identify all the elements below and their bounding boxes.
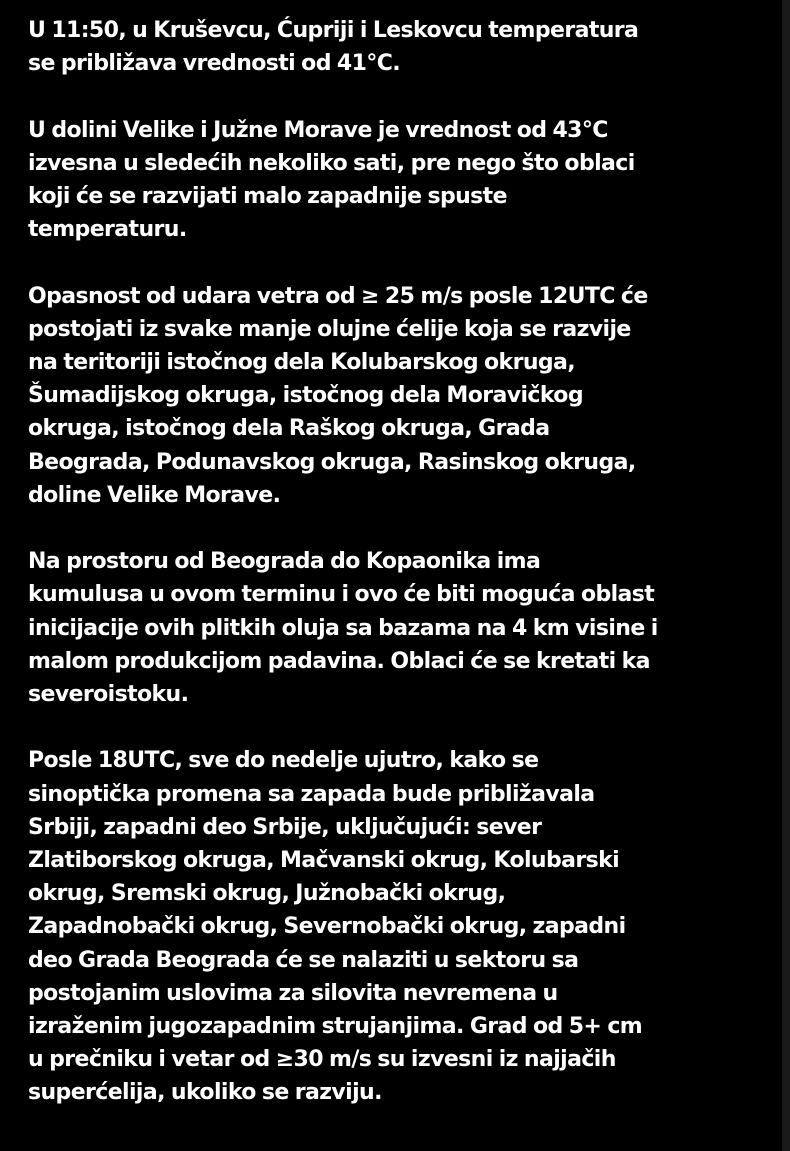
paragraph-gap [28,80,768,113]
right-edge-strip [782,0,790,1151]
paragraph-gap [28,512,768,545]
paragraph-temperature-now: U 11:50, u Kruševcu, Ćupriji i Leskovcu temperatura se približava vrednosti od 41°C. [28,18,639,77]
paragraph-severe-storms-outlook: Posle 18UTC, sve do nedelje ujutro, kako se sinoptička promena sa zapada bude približavala Srbiji, zapadni deo Srbije, uključujući: sever Zlatiborskog okruga, Mačvanski okrug, Kolubarski okrug, Sremski okrug, Južnobački okrug, Zapadnobački okrug, Severnobački okrug, zapadni deo Grada Beograda će se nalaziti u sektoru sa postojanim uslovima za silovita nevremena u izraženim jugozapadnim strujanjima. Grad od 5+ cm u prečniku i vetar od ≥30 m/s su izvesni iz najjačih superćelija, ukoliko se razviju. [28,748,643,1106]
paragraph-temperature-forecast: U dolini Velike i Južne Morave je vrednost od 43°C izvesna u sledećih nekoliko sati, pre nego što oblaci koji će se razvijati malo zapadnije spuste temperaturu. [28,117,635,243]
post-body [28,14,768,1110]
paragraph-wind-gust-danger: Opasnost od udara vetra od ≥ 25 m/s posle 12UTC će postojati iz svake manje olujne ćelije koja se razvije na teritoriji istočnog dela Kolubarskog okruga, Šumadijskog okruga, istočnog dela Moravičkog okruga, istočnog dela Raškog okruga, Grada Beograda, Podunavskog okruga, Rasinskog okruga, doline Velike Morave. [28,283,648,508]
paragraph-gap [28,711,768,744]
paragraph-cumulus-initiation: Na prostoru od Beograda do Kopaonika ima kumulusa u ovom terminu i ovo će biti moguća oblast inicijacije ovih plitkih oluja sa bazama na 4 km visine i malom produkcijom padavina. Oblaci će se kretati ka severoistoku. [28,549,658,708]
paragraph-gap [28,246,768,279]
